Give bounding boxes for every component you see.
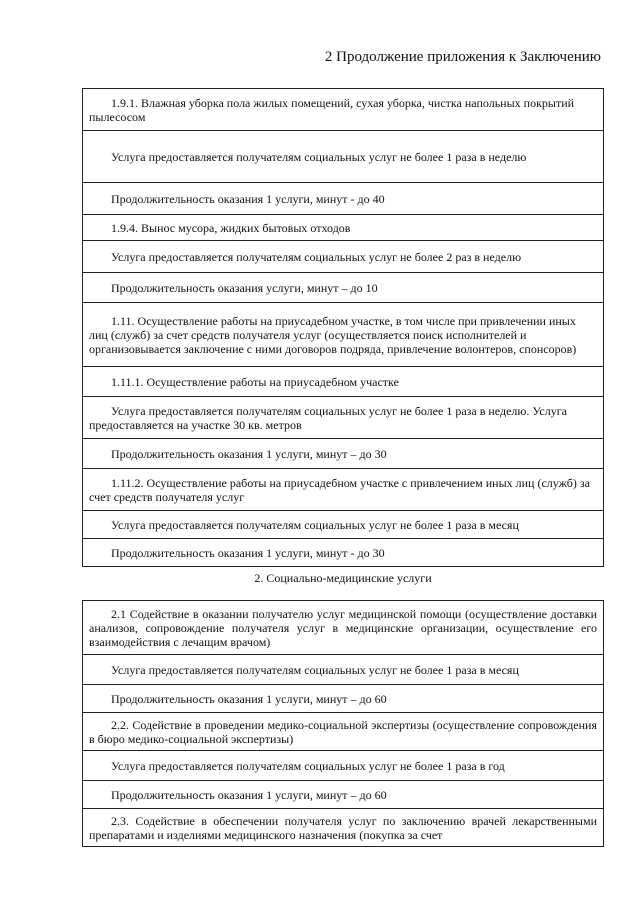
table-row <box>83 469 604 511</box>
table-row <box>83 215 604 241</box>
section-heading-social-medical: 2. Социально-медицинские услуги <box>254 571 432 585</box>
service-frequency: Услуга предоставляется получателям социальных услуг не более 1 раза в год <box>83 751 604 781</box>
service-duration: Продолжительность оказания 1 услуги, минут – до 30 <box>83 439 604 469</box>
table-row <box>83 183 604 215</box>
service-frequency: Услуга предоставляется получателям социальных услуг не более 1 раза в неделю. Услуга предоставляется на участке 30 кв. метров <box>83 397 604 439</box>
table-row <box>83 397 604 439</box>
table-row <box>83 367 604 397</box>
service-item-2-3: 2.3. Содействие в обеспечении получателя услуг по заключению врачей лекарственными препаратами и изделиями медицинского назначения (покупка за счет <box>83 809 604 847</box>
service-item-2-1: 2.1 Содействие в оказании получателю услуг медицинской помощи (осуществление доставки анализов, сопровождение получателя услуг в медицинские организации, осуществление его взаимодействия с лечащим врачом) <box>83 601 604 655</box>
service-duration: Продолжительность оказания 1 услуги, минут – до 60 <box>83 685 604 713</box>
service-item-1-11: 1.11. Осуществление работы на приусадебном участке, в том числе при привлечении иных лиц (служб) за счет средств получателя услуг (осуществляется поиск исполнителей и организовывается заключение с ними договоров подряда, привлечение волонтеров, спонсоров) <box>83 303 604 367</box>
service-item-1-11-1: 1.11.1. Осуществление работы на приусадебном участке <box>83 367 604 397</box>
service-item-1-9-1: 1.9.1. Влажная уборка пола жилых помещений, сухая уборка, чистка напольных покрытий пылесосом <box>83 89 604 131</box>
service-frequency: Услуга предоставляется получателям социальных услуг не более 1 раза в месяц <box>83 511 604 539</box>
service-frequency: Услуга предоставляется получателям социальных услуг не более 1 раза в месяц <box>83 655 604 685</box>
services-table-household <box>82 88 604 567</box>
services-table-medical <box>82 600 604 847</box>
service-item-2-2: 2.2. Содействие в проведении медико-социальной экспертизы (осуществление сопровождения в бюро медико-социальной экспертизы) <box>83 713 604 751</box>
service-duration: Продолжительность оказания 1 услуги, минут - до 30 <box>83 539 604 567</box>
table-row <box>83 273 604 303</box>
table-row <box>83 751 604 781</box>
table-row <box>83 241 604 273</box>
table-row <box>83 781 604 809</box>
table-row <box>83 89 604 131</box>
table-row <box>83 713 604 751</box>
service-frequency: Услуга предоставляется получателям социальных услуг не более 2 раз в неделю <box>83 241 604 273</box>
service-frequency: Услуга предоставляется получателям социальных услуг не более 1 раза в неделю <box>83 131 604 183</box>
service-duration: Продолжительность оказания 1 услуги, минут - до 40 <box>83 183 604 215</box>
table-row <box>83 685 604 713</box>
service-item-1-9-4: 1.9.4. Вынос мусора, жидких бытовых отходов <box>83 215 604 241</box>
service-duration: Продолжительность оказания 1 услуги, минут – до 60 <box>83 781 604 809</box>
page-title: 2 Продолжение приложения к Заключению <box>324 49 601 65</box>
table-row <box>83 601 604 655</box>
table-row <box>83 539 604 567</box>
table-row <box>83 655 604 685</box>
table-row <box>83 511 604 539</box>
service-duration: Продолжительность оказания услуги, минут – до 10 <box>83 273 604 303</box>
service-item-1-11-2: 1.11.2. Осуществление работы на приусадебном участке с привлечением иных лиц (служб) за счет средств получателя услуг <box>83 469 604 511</box>
table-row <box>83 303 604 367</box>
table-row <box>83 131 604 183</box>
table-row <box>83 809 604 847</box>
table-row <box>83 439 604 469</box>
